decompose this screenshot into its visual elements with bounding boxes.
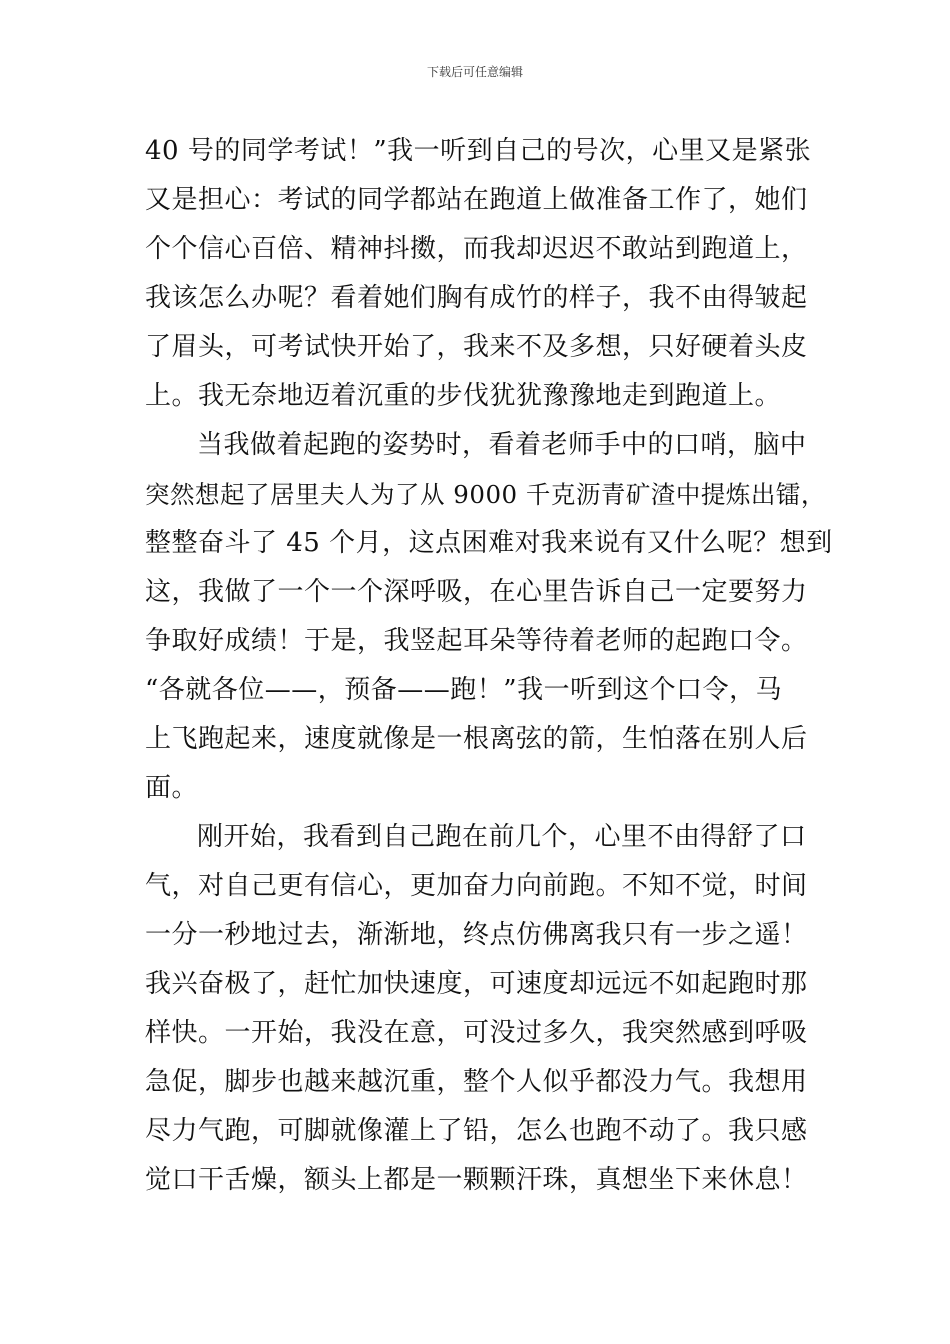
text-line: 争取好成绩！于是，我竖起耳朵等待着老师的起跑口令。 [145, 626, 808, 656]
text-line: 整整奋斗了 45 个月，这点困难对我来说有又什么呢？想到 [145, 528, 833, 558]
text-line: 一分一秒地过去，渐渐地，终点仿佛离我只有一步之遥！ [145, 920, 808, 950]
text-line: 气，对自己更有信心，更加奋力向前跑。不知不觉，时间 [145, 871, 808, 901]
text-line: 又是担心：考试的同学都站在跑道上做准备工作了，她们 [145, 185, 808, 215]
page-header: 下载后可任意编辑 [426, 65, 523, 79]
text-line: 40 号的同学考试！”我一听到自己的号次，心里又是紧张 [145, 136, 812, 166]
text-line: 尽力气跑，可脚就像灌上了铅，怎么也跑不动了。我只感 [145, 1116, 808, 1146]
text-line: 突然想起了居里夫人为了从 9000 千克沥青矿渣中提炼出镭， [145, 480, 826, 509]
text-line: 我该怎么办呢？看着她们胸有成竹的样子，我不由得皱起 [145, 283, 808, 313]
text-line: 上飞跑起来，速度就像是一根离弦的箭，生怕落在别人后 [145, 724, 808, 754]
text-line: 个个信心百倍、精神抖擞，而我却迟迟不敢站到跑道上， [145, 234, 808, 264]
text-line: 我兴奋极了，赶忙加快速度，可速度却远远不如起跑时那 [145, 969, 808, 999]
text-line: 觉口干舌燥，额头上都是一颗颗汗珠，真想坐下来休息！ [145, 1165, 808, 1195]
text-line: 上。我无奈地迈着沉重的步伐犹犹豫豫地走到跑道上。 [145, 381, 782, 411]
paragraph [145, 127, 835, 421]
text-line: 了眉头，可考试快开始了，我来不及多想，只好硬着头皮 [145, 332, 808, 362]
text-line: 急促，脚步也越来越沉重，整个人似乎都没力气。我想用 [145, 1067, 808, 1097]
text-line: 刚开始，我看到自己跑在前几个，心里不由得舒了口 [197, 822, 807, 852]
text-line: 面。 [145, 773, 199, 803]
text-line: 样快。一开始，我没在意，可没过多久，我突然感到呼吸 [145, 1018, 808, 1048]
paragraph [145, 421, 835, 813]
text-line: 这，我做了一个一个深呼吸，在心里告诉自己一定要努力 [145, 577, 808, 607]
paragraph [145, 813, 835, 1205]
text-line: “各就各位——，预备——跑！”我一听到这个口令，马 [145, 675, 783, 705]
text-line: 当我做着起跑的姿势时，看着老师手中的口哨，脑中 [197, 430, 807, 460]
body-text [145, 127, 835, 1205]
